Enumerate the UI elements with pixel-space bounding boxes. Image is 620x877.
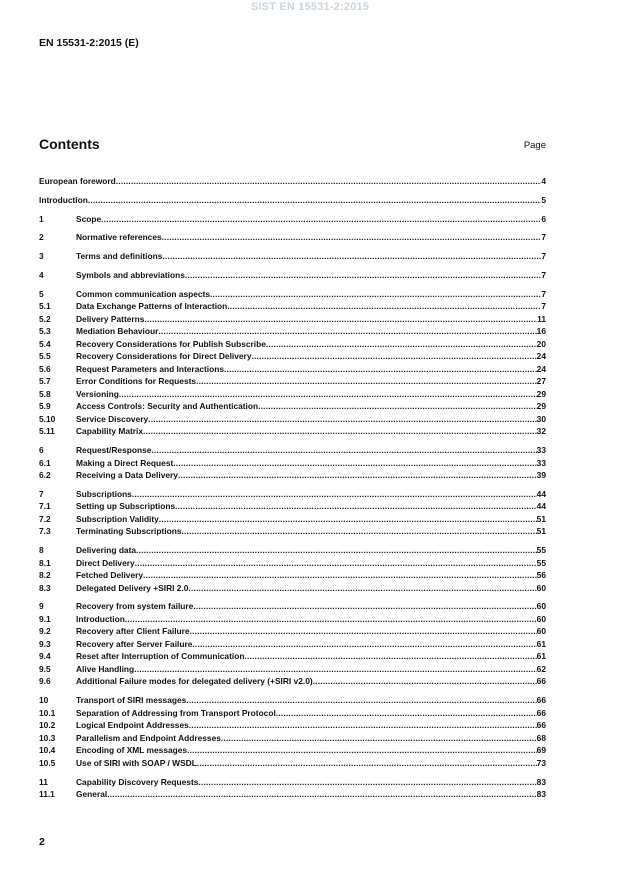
toc-entry-page: 55 (536, 557, 546, 568)
toc-entry-number: 9.6 (39, 676, 51, 687)
toc-entry-title: Separation of Addressing from Transport Protocol (76, 707, 276, 718)
toc-entry-page: 4 (541, 176, 546, 186)
toc-entry-title: European foreword (39, 176, 116, 186)
toc-entry-page: 7 (541, 288, 546, 299)
toc-dot-leader (186, 694, 536, 707)
toc-dot-leader (181, 525, 536, 538)
toc-entry-page: 60 (536, 582, 546, 593)
toc-entry-page: 39 (536, 470, 546, 481)
toc-entry-page: 60 (536, 626, 546, 637)
toc-entry-page: 7 (541, 269, 546, 280)
toc-entry-page: 66 (536, 707, 546, 718)
toc-entry-number: 9.2 (39, 626, 51, 637)
toc-dot-leader (210, 288, 541, 301)
toc-entry-page: 7 (541, 301, 546, 312)
toc-entry[interactable] (39, 569, 546, 582)
toc-dot-leader (134, 663, 537, 676)
toc-dot-leader (189, 719, 537, 732)
toc-entry-page: 24 (536, 363, 546, 374)
toc-entry-page: 30 (536, 413, 546, 424)
toc-entry-number: 6.2 (39, 470, 51, 481)
toc-entry[interactable] (39, 469, 546, 482)
toc-entry-title: Request/Response (76, 445, 152, 456)
toc-dot-leader (143, 569, 537, 582)
toc-dot-leader (125, 613, 537, 626)
toc-entry-title: Encoding of XML messages (76, 745, 188, 756)
toc-entry-title: Recovery from system failure (76, 601, 194, 612)
toc-entry-page: 20 (536, 338, 546, 349)
toc-entry[interactable] (39, 788, 546, 801)
toc-entry[interactable] (39, 175, 546, 188)
toc-dot-leader (197, 757, 537, 770)
toc-entry-title: Recovery Considerations for Publish Subscribe (76, 338, 266, 349)
toc-entry-number: 7.2 (39, 513, 51, 524)
toc-entry-page: 11 (537, 313, 546, 324)
toc-entry-number: 8 (39, 545, 44, 556)
toc-entry-title: Setting up Subscriptions (76, 501, 176, 512)
toc-dot-leader (159, 513, 537, 526)
toc-entry-page: 44 (536, 501, 546, 512)
toc-entry-number: 5.3 (39, 326, 51, 337)
toc-dot-leader (313, 675, 537, 688)
toc-entry-title: Reset after Interruption of Communication (76, 651, 245, 662)
toc-dot-leader (188, 582, 536, 595)
toc-entry-page: 32 (536, 426, 546, 437)
toc-dot-leader (178, 469, 537, 482)
toc-entry-title: Use of SIRI with SOAP / WSDL (76, 757, 197, 768)
toc-dot-leader (224, 363, 537, 376)
toc-entry-page: 61 (536, 651, 546, 662)
toc-dot-leader (136, 544, 537, 557)
toc-entry-number: 6.1 (39, 457, 51, 468)
toc-entry-number: 5.11 (39, 426, 55, 437)
toc-dot-leader (162, 250, 541, 263)
toc-entry-page: 27 (536, 376, 546, 387)
toc-entry[interactable] (39, 663, 546, 676)
toc-entry-title: Delivering data (76, 545, 137, 556)
toc-entry-title: Recovery Considerations for Direct Delivery (76, 351, 252, 362)
toc-entry-number: 11 (39, 776, 48, 787)
toc-entry-number: 9.5 (39, 663, 51, 674)
toc-entry-number: 9 (39, 601, 44, 612)
toc-entry-page: 6 (541, 213, 546, 224)
toc-entry[interactable] (39, 707, 546, 720)
toc-entry[interactable] (39, 400, 546, 413)
toc-entry[interactable] (39, 325, 546, 338)
toc-entry-page: 56 (536, 570, 546, 581)
toc-dot-leader (196, 375, 537, 388)
toc-entry[interactable] (39, 457, 546, 470)
toc-dot-leader (244, 650, 536, 663)
toc-entry-title: Versioning (76, 388, 119, 399)
toc-entry-page: 29 (536, 388, 546, 399)
toc-entry-title: Additional Failure modes for delegated delivery (+SIRI v2.0) (76, 676, 313, 687)
toc-entry-page: 33 (536, 445, 546, 456)
toc-entry-page: 24 (536, 351, 546, 362)
toc-entry-number: 8.3 (39, 582, 51, 593)
toc-entry-number: 6 (39, 445, 44, 456)
toc-entry[interactable] (39, 694, 546, 707)
toc-entry[interactable] (39, 757, 546, 770)
toc-entry[interactable] (39, 582, 546, 595)
toc-entry-page: 66 (536, 676, 546, 687)
toc-dot-leader (173, 457, 536, 470)
toc-entry[interactable] (39, 776, 546, 789)
table-of-contents (39, 175, 546, 801)
toc-entry[interactable] (39, 525, 546, 538)
toc-entry[interactable] (39, 625, 546, 638)
toc-dot-leader (251, 350, 536, 363)
toc-dot-leader (175, 500, 537, 513)
toc-entry[interactable] (39, 513, 546, 526)
toc-entry-title: Introduction (76, 613, 125, 624)
toc-entry[interactable] (39, 413, 546, 426)
toc-entry-number: 10.4 (39, 745, 56, 756)
toc-entry-title: Terminating Subscriptions (76, 526, 182, 537)
toc-entry-title: Delivery Patterns (76, 313, 145, 324)
toc-entry-number: 9.1 (39, 613, 51, 624)
toc-entry-title: Delegated Delivery +SIRI 2.0 (76, 582, 189, 593)
toc-entry-number: 5.10 (39, 413, 56, 424)
toc-entry[interactable] (39, 313, 546, 326)
toc-entry-title: Symbols and abbreviations (76, 269, 185, 280)
toc-entry[interactable] (39, 650, 546, 663)
toc-entry[interactable] (39, 231, 546, 244)
toc-entry-page: 61 (536, 638, 546, 649)
toc-entry-number: 7.1 (39, 501, 51, 512)
toc-dot-leader (185, 269, 541, 282)
toc-entry-number: 7 (39, 488, 44, 499)
toc-entry-title: Subscriptions (76, 488, 132, 499)
toc-dot-leader (88, 194, 541, 207)
toc-entry-number: 5.2 (39, 313, 51, 324)
toc-entry-page: 69 (536, 745, 546, 756)
toc-dot-leader (221, 732, 537, 745)
toc-entry-page: 83 (536, 776, 546, 787)
toc-dot-leader (198, 776, 536, 789)
toc-entry[interactable] (39, 300, 546, 313)
toc-entry[interactable] (39, 675, 546, 688)
toc-entry[interactable] (39, 425, 546, 438)
toc-entry[interactable] (39, 744, 546, 757)
toc-entry[interactable] (39, 388, 546, 401)
toc-entry-number: 5.6 (39, 363, 51, 374)
toc-dot-leader (107, 788, 536, 801)
toc-entry-title: Capability Matrix (76, 426, 144, 437)
document-id: EN 15531-2:2015 (E) (39, 37, 139, 49)
toc-entry[interactable] (39, 269, 546, 282)
toc-dot-leader (132, 488, 537, 501)
toc-entry-number: 8.1 (39, 557, 51, 568)
toc-entry-title: Parallelism and Endpoint Addresses (76, 732, 221, 743)
toc-entry-number: 5.8 (39, 388, 51, 399)
toc-entry-title: Recovery after Client Failure (76, 626, 190, 637)
toc-entry-number: 10 (39, 695, 49, 706)
toc-dot-leader (266, 338, 537, 351)
toc-entry[interactable] (39, 613, 546, 626)
toc-entry[interactable] (39, 363, 546, 376)
toc-entry-title: Direct Delivery (76, 557, 135, 568)
toc-dot-leader (276, 707, 537, 720)
toc-entry-number: 4 (39, 269, 44, 280)
toc-entry-page: 51 (536, 513, 546, 524)
toc-entry-page: 73 (536, 757, 546, 768)
toc-entry-page: 29 (536, 401, 546, 412)
toc-entry[interactable] (39, 194, 546, 207)
toc-entry-title: Introduction (39, 194, 88, 205)
toc-dot-leader (227, 300, 541, 313)
toc-entry-number: 5.1 (39, 301, 51, 312)
toc-entry[interactable] (39, 732, 546, 745)
toc-entry-number: 5.9 (39, 401, 51, 412)
toc-entry[interactable] (39, 500, 546, 513)
toc-entry-number: 5.5 (39, 351, 51, 362)
toc-dot-leader (187, 744, 537, 757)
toc-entry-number: 2 (39, 232, 44, 243)
toc-entry[interactable] (39, 557, 546, 570)
toc-entry-page: 16 (536, 326, 546, 337)
toc-entry-number: 11.1 (39, 789, 55, 800)
toc-entry-title: Mediation Behaviour (76, 326, 159, 337)
toc-entry-title: Common communication aspects (76, 288, 211, 299)
toc-entry-page: 33 (536, 457, 546, 468)
toc-entry-title: Error Conditions for Requests (76, 376, 197, 387)
toc-entry-title: Making a Direct Request (76, 457, 174, 468)
toc-entry-title: Terms and definitions (76, 251, 163, 262)
contents-heading: Contents (39, 136, 100, 152)
toc-entry-page: 83 (536, 789, 546, 800)
toc-entry-title: Access Controls: Security and Authentication (76, 401, 259, 412)
watermark: SIST EN 15531-2:2015 (250, 1, 370, 13)
toc-entry-title: Fetched Delivery (76, 570, 144, 581)
toc-entry[interactable] (39, 338, 546, 351)
toc-entry-number: 10.3 (39, 732, 56, 743)
toc-dot-leader (151, 444, 536, 457)
toc-entry[interactable] (39, 350, 546, 363)
toc-dot-leader (162, 231, 542, 244)
toc-entry[interactable] (39, 488, 546, 501)
toc-entry-title: Scope (76, 213, 102, 224)
toc-entry-title: Capability Discovery Requests (76, 776, 199, 787)
toc-entry-page: 66 (536, 695, 546, 706)
toc-entry-number: 10.1 (39, 707, 56, 718)
toc-entry-page: 66 (536, 720, 546, 731)
toc-entry-number: 10.2 (39, 720, 56, 731)
toc-entry[interactable] (39, 288, 546, 301)
toc-entry-title: Alive Handling (76, 663, 135, 674)
toc-entry-number: 7.3 (39, 526, 51, 537)
toc-entry-title: Receiving a Data Delivery (76, 470, 178, 481)
toc-entry-page: 55 (536, 545, 546, 556)
toc-entry-title: General (76, 789, 108, 800)
toc-entry-page: 7 (541, 232, 546, 243)
toc-entry-title: Normative references (76, 232, 162, 243)
toc-entry-number: 5 (39, 288, 44, 299)
toc-entry-page: 7 (541, 251, 546, 262)
toc-entry[interactable] (39, 250, 546, 263)
toc-entry-number: 5.7 (39, 376, 51, 387)
toc-dot-leader (158, 325, 536, 338)
toc-entry-number: 9.4 (39, 651, 51, 662)
toc-dot-leader (116, 175, 542, 188)
toc-entry-title: Transport of SIRI messages (76, 695, 187, 706)
toc-entry-page: 44 (536, 488, 546, 499)
toc-entry-page: 51 (536, 526, 546, 537)
toc-entry-number: 1 (39, 213, 44, 224)
toc-entry-number: 3 (39, 251, 44, 262)
toc-dot-leader (193, 600, 536, 613)
toc-entry-title: Subscription Validity (76, 513, 159, 524)
toc-entry-title: Service Discovery (76, 413, 149, 424)
page-column-label: Page (523, 140, 546, 151)
toc-dot-leader (101, 213, 541, 226)
toc-entry[interactable] (39, 638, 546, 651)
toc-entry[interactable] (39, 719, 546, 732)
toc-dot-leader (135, 557, 537, 570)
toc-entry-number: 5.4 (39, 338, 51, 349)
toc-entry-number: 8.2 (39, 570, 51, 581)
toc-entry-page: 5 (541, 194, 546, 205)
toc-entry-title: Request Parameters and Interactions (76, 363, 225, 374)
toc-dot-leader (143, 425, 537, 438)
toc-entry-title: Data Exchange Patterns of Interaction (76, 301, 228, 312)
toc-entry-number: 9.3 (39, 638, 51, 649)
toc-entry-title: Recovery after Server Failure (76, 638, 193, 649)
toc-dot-leader (190, 625, 537, 638)
toc-entry[interactable] (39, 544, 546, 557)
toc-entry[interactable] (39, 444, 546, 457)
toc-entry[interactable] (39, 213, 546, 226)
toc-dot-leader (192, 638, 536, 651)
toc-entry-page: 62 (536, 663, 546, 674)
toc-entry-title: Logical Endpoint Addresses (76, 720, 189, 731)
toc-entry[interactable] (39, 375, 546, 388)
toc-dot-leader (148, 413, 537, 426)
toc-entry-page: 68 (536, 732, 546, 743)
toc-entry[interactable] (39, 600, 546, 613)
toc-entry-page: 60 (536, 613, 546, 624)
toc-entry-number: 10.5 (39, 757, 56, 768)
toc-dot-leader (144, 313, 537, 326)
toc-dot-leader (119, 388, 537, 401)
toc-entry-page: 60 (536, 601, 546, 612)
page-number: 2 (39, 836, 45, 848)
toc-dot-leader (258, 400, 537, 413)
